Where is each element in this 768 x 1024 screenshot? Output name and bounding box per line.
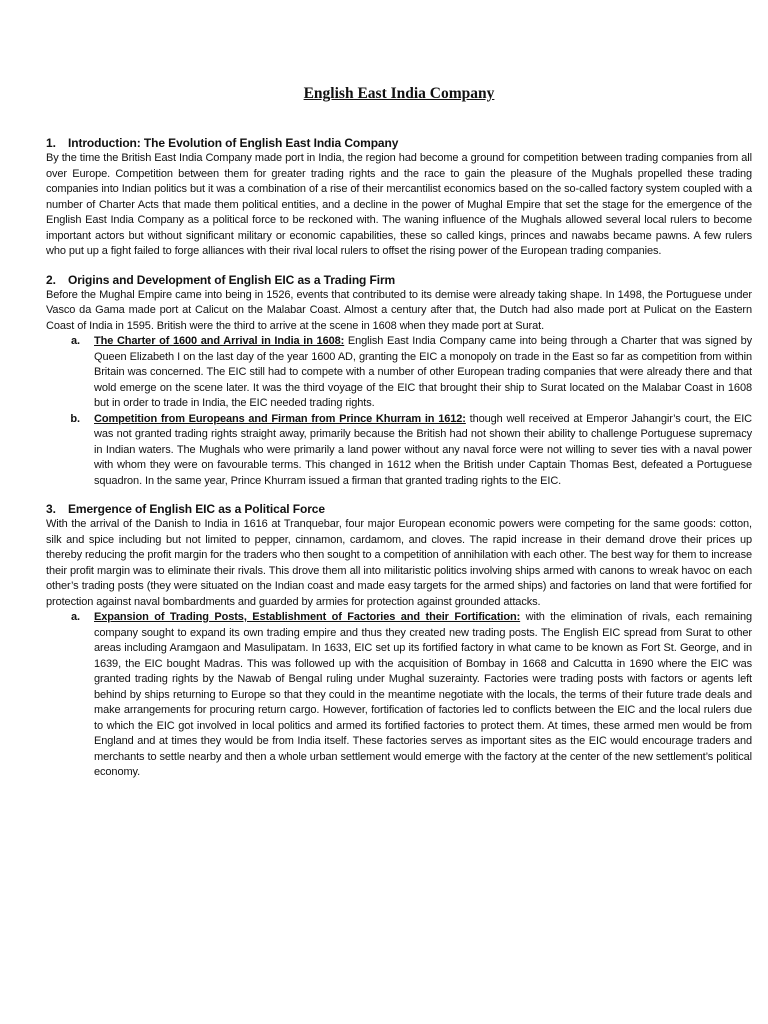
section-heading-text: Emergence of English EIC as a Political Force	[68, 502, 325, 516]
section-heading-text: Introduction: The Evolution of English East India Company	[68, 136, 399, 150]
section-number: 2.	[46, 272, 56, 287]
section-heading-text: Origins and Development of English EIC as a Trading Firm	[68, 272, 396, 287]
subitem-text: English East India Company came into being through a Charter that was signed by Queen Elizabeth I on the last day of the year 1600 AD, granting the EIC a monopoly on trade in the East so far as competition from within Britain was concerned. The EIC still had to compete with a number of other European trading companies that were already there and that wold emerge on the scene later. It was the third voyage of the EIC that brought their ship to Surat located on the Malabar Coast in 1608 but in order to trade in India, the EIC needed trading rights.	[94, 335, 752, 409]
subitem-heading: Competition from Europeans and Firman from Prince Khurram in 1612:	[94, 412, 466, 425]
subitem	[46, 412, 752, 490]
subitem-list	[46, 610, 752, 781]
document-page	[46, 84, 752, 793]
subitem-heading: Expansion of Trading Posts, Establishment of Factories and their Fortification:	[94, 611, 521, 623]
section-introduction	[46, 135, 752, 260]
section-origins	[46, 272, 752, 490]
section-number: 1.	[46, 136, 56, 150]
document-title: English East India Company	[303, 85, 495, 102]
subitem	[46, 610, 752, 781]
subitem-list	[46, 334, 752, 489]
section-heading	[46, 135, 752, 151]
subitem-body	[94, 334, 752, 412]
subitem-letter: a.	[71, 335, 80, 347]
subitem-heading: The Charter of 1600 and Arrival in India in 1608:	[94, 335, 345, 347]
section-heading	[46, 272, 752, 288]
subitem	[46, 334, 752, 412]
subitem-text: though well received at Emperor Jahangir’s court, the EIC was not granted trading rights straight away, primarily because the British had not shown their ability to challenge Portuguese supremacy in Indian waters. The Mughals who were primarily a land power without any naval force were not willing to sever ties with a naval power with whom they were on favourable terms. This changed in 1612 when the British under Captain Thomas Best, defeated a Portuguese squadron. In the same year, Prince Khurram issued a firman that granted trading rights to the EIC.	[94, 412, 752, 487]
subitem-letter: b.	[70, 412, 80, 425]
subitem-letter: a.	[71, 611, 80, 623]
section-number: 3.	[46, 502, 56, 516]
section-paragraph: Before the Mughal Empire came into being in 1526, events that contributed to its demise were already taking shape. In 1498, the Portuguese under Vasco da Gama made port at Calicut on the Malabar Coast. Almost a century after that, the Dutch had also made port at Pulicat on the Eastern Coast of India in 1595. British were the third to arrive at the scene in 1608 when they made port at Surat.	[46, 288, 752, 332]
section-paragraph: With the arrival of the Danish to India in 1616 at Tranquebar, four major European economic powers were competing for the same goods: cotton, silk and spice including but not limited to pepper, cinnamon, cardamom, and cloves. The rapid increase in their demand drove their prices up thereby reducing the profit margin for the traders who then sought to a competition of annihilation with each other. The best way for them to increase their profit margin was to eliminate their rivals. This drove them all into militaristic politics involving ships armed with canons to wreak havoc on each other’s trading posts (they were situated on the Indian coast and made easy targets for the armed ships) and factories on land that were fortified for protection against naval bombardments and guarded by armies for protection against grounded attacks.	[46, 518, 752, 608]
section-political-force	[46, 501, 752, 781]
subitem-text: with the elimination of rivals, each remaining company sought to expand its own trading empire and thus they created new trading posts. The English EIC spread from Surat to other areas including Aramgaon and Masulipatam. In 1633, EIC set up its fortified factory in what came to be known as Fort St. George, and in 1639, the EIC bought Madras. This was followed up with the acquisition of Bombay in 1668 and Calcutta in 1690 where the EIC was granted trading rights by the Nawab of Bengal ruling under Mughal suzerainty. Factories were trading posts with factors or agents left behind by ships returning to Europe so that they could in the meantime negotiate with the locals, the terms of their future trade deals and make arrangements for procuring return cargo. However, fortification of factories led to conflicts between the EIC and the local rulers due to which the EIC got involved in local politics and armed its fortified factories to protect them. At times, these armed men would be from England and at times they would be from India itself. These factories serves as important sites as the EIC would encourage traders and merchants to settle nearby and then a whole urban settlement would emerge with the factory at the center of the new settlement’s political economy.	[94, 611, 753, 778]
subitem-body	[94, 610, 752, 781]
section-paragraph: By the time the British East India Company made port in India, the region had become a ground for competition between trading companies from all over Europe. Competition between them for greater trading rights and the race to gain the pleasure of the Mughals propelled these trading companies into Indian politics but it was a combination of a rise of their mercantilist economics based on the so-called factory system coupled with a number of Charter Acts that made them political entities, and a decline in the power of Mughal Empire that set the stage for the emergence of the English East India Company as a political force to be reckoned with. The waning influence of the Mughals allowed several local rulers to become important actors but without significant military or economic capabilities, these so called kings, princes and nawabs became pawns. A few rulers who put up a fight failed to forge alliances with their rival local rulers to offset the rising power of the European trading companies.	[46, 152, 752, 257]
section-heading	[46, 501, 752, 517]
subitem-body	[94, 412, 752, 490]
